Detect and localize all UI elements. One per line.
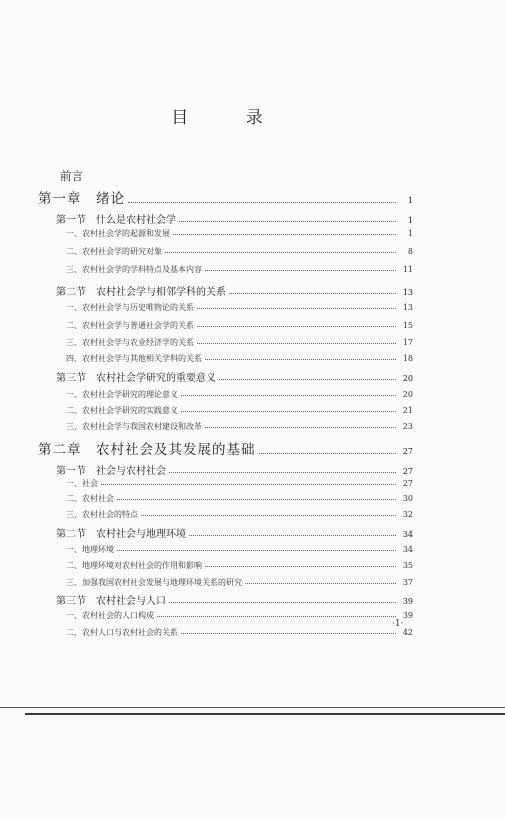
toc-title: 目 录 [171, 108, 289, 128]
toc-entry-item[interactable] [66, 560, 413, 571]
toc-entry-label: 三、农村社会的特点 [66, 510, 138, 519]
toc-entry-page: 1 [407, 229, 413, 238]
dot-leader [157, 615, 396, 617]
dot-leader [165, 251, 396, 253]
toc-entry-item[interactable] [66, 405, 413, 416]
toc-entry-page: 11 [402, 265, 413, 274]
page-number: ·1· [392, 619, 404, 629]
toc-entry-page: 27 [402, 467, 413, 476]
dot-leader [205, 565, 396, 567]
toc-entry-label: 二、农村社会学与普通社会学的关系 [66, 321, 194, 330]
toc-entry-page: 27 [402, 479, 413, 488]
dot-leader [169, 471, 396, 473]
toc-entry-label: 第一节 社会与农村社会 [56, 466, 166, 477]
toc-entry-page: 37 [402, 578, 413, 587]
toc-entry-label: 二、农村人口与农村社会的关系 [66, 628, 178, 637]
toc-entry-chap[interactable] [38, 438, 413, 458]
toc-entry-label: 二、农村社会学研究的实践意义 [66, 406, 178, 415]
toc-entry-page: 20 [402, 374, 413, 383]
toc-entry-page: 42 [402, 628, 413, 637]
dot-leader [245, 582, 396, 584]
dot-leader [181, 632, 396, 634]
toc-entry-label: 一、农村社会的人口构成 [66, 611, 154, 620]
toc-entry-page: 15 [402, 321, 413, 330]
toc-entry-item[interactable] [66, 353, 413, 364]
dot-leader [259, 452, 397, 454]
toc-entry-label: 三、加强我国农村社会发展与地理环境关系的研究 [66, 578, 242, 587]
toc-entry-label: 一、农村社会学与历史唯物论的关系 [66, 303, 194, 312]
toc-entry-sect[interactable] [56, 211, 413, 226]
toc-entry-page: 1 [407, 216, 413, 225]
toc-entry-item[interactable] [66, 302, 413, 313]
toc-entry-item[interactable] [66, 421, 413, 432]
toc-entry-page: 23 [402, 422, 413, 431]
toc-entry-item[interactable] [66, 264, 413, 275]
dot-leader [117, 549, 396, 551]
toc-entry-label: 二、农村社会学的研究对象 [66, 247, 162, 256]
toc-entry-page: 39 [402, 611, 413, 620]
toc-entry-label: 三、农村社会学的学科特点及基本内容 [66, 265, 202, 274]
toc-entry-label: 第二节 农村社会学与相邻学科的关系 [56, 287, 226, 298]
toc-entry-label: 三、农村社会学与农业经济学的关系 [66, 338, 194, 347]
toc-entry-label: 第一章 绪论 [38, 191, 125, 207]
toc-entry-page: 21 [402, 406, 413, 415]
dot-leader [189, 534, 396, 536]
toc-entry-item[interactable] [66, 478, 413, 489]
scan-rule-bottom [25, 713, 505, 715]
toc-entry-label: 二、地理环境对农村社会的作用和影响 [66, 561, 202, 570]
toc-entry-page: 34 [402, 545, 413, 554]
toc-entry-page: 39 [402, 597, 413, 606]
toc-entry-page: 8 [407, 247, 413, 256]
dot-leader [181, 410, 396, 412]
toc-entry-item[interactable] [66, 509, 413, 520]
toc-entry-item[interactable] [66, 627, 413, 638]
toc-entry-label: 一、农村社会学研究的理论意义 [66, 390, 178, 399]
toc-entry-page: 18 [402, 354, 413, 363]
toc-entry-item[interactable] [66, 493, 413, 504]
toc-entry-item[interactable] [66, 544, 413, 555]
toc-entry-page: 1 [407, 196, 413, 205]
dot-leader [141, 514, 396, 516]
dot-leader [219, 378, 396, 380]
toc-entry-sect[interactable] [56, 462, 413, 477]
dot-leader [181, 394, 396, 396]
dot-leader [173, 233, 396, 235]
toc-entry-page: 17 [402, 338, 413, 347]
dot-leader [229, 292, 396, 294]
toc-entry-page: 13 [402, 288, 413, 297]
toc-entry-label: 一、农村社会学的起源和发展 [66, 229, 170, 238]
toc-entry-sect[interactable] [56, 283, 413, 298]
toc-entry-label: 第二节 农村社会与地理环境 [56, 529, 186, 540]
dot-leader [169, 601, 396, 603]
preface-entry[interactable]: 前言 [60, 169, 83, 183]
toc-entry-label: 三、农村社会学与我国农村建设和改革 [66, 422, 202, 431]
toc-entry-label: 二、农村社会 [66, 494, 114, 503]
toc-entry-chap[interactable] [38, 187, 413, 207]
toc-entry-item[interactable] [66, 320, 413, 331]
toc-entry-page: 32 [402, 510, 413, 519]
dot-leader [179, 220, 396, 222]
toc-entry-item[interactable] [66, 610, 413, 621]
toc-entry-label: 第二章 农村社会及其发展的基础 [38, 442, 256, 458]
scan-rule-top [0, 707, 505, 708]
toc-entry-page: 13 [402, 303, 413, 312]
toc-entry-page: 34 [402, 530, 413, 539]
dot-leader [128, 201, 396, 203]
toc-entry-label: 一、社会 [66, 479, 98, 488]
toc-entry-item[interactable] [66, 577, 413, 588]
toc-entry-item[interactable] [66, 389, 413, 400]
toc-entry-item[interactable] [66, 228, 413, 239]
dot-leader [101, 483, 396, 485]
toc-entry-sect[interactable] [56, 525, 413, 540]
toc-entry-label: 四、农村社会学与其他相关学科的关系 [66, 354, 202, 363]
dot-leader [117, 498, 396, 500]
toc-entry-page: 20 [402, 390, 413, 399]
dot-leader [197, 342, 396, 344]
toc-entry-item[interactable] [66, 337, 413, 348]
toc-entry-sect[interactable] [56, 369, 413, 384]
toc-entry-page: 30 [402, 494, 413, 503]
toc-entry-sect[interactable] [56, 592, 413, 607]
toc-entry-page: 27 [402, 447, 413, 456]
toc-entry-label: 一、地理环境 [66, 545, 114, 554]
dot-leader [205, 269, 396, 271]
dot-leader [205, 426, 396, 428]
toc-entry-page: 35 [402, 561, 413, 570]
toc-entry-label: 第一节 什么是农村社会学 [56, 215, 176, 226]
dot-leader [205, 358, 396, 360]
dot-leader [197, 307, 396, 309]
dot-leader [197, 325, 396, 327]
toc-entry-label: 第三节 农村社会与人口 [56, 596, 166, 607]
toc-entry-label: 第三节 农村社会学研究的重要意义 [56, 373, 216, 384]
toc-entry-item[interactable] [66, 246, 413, 257]
